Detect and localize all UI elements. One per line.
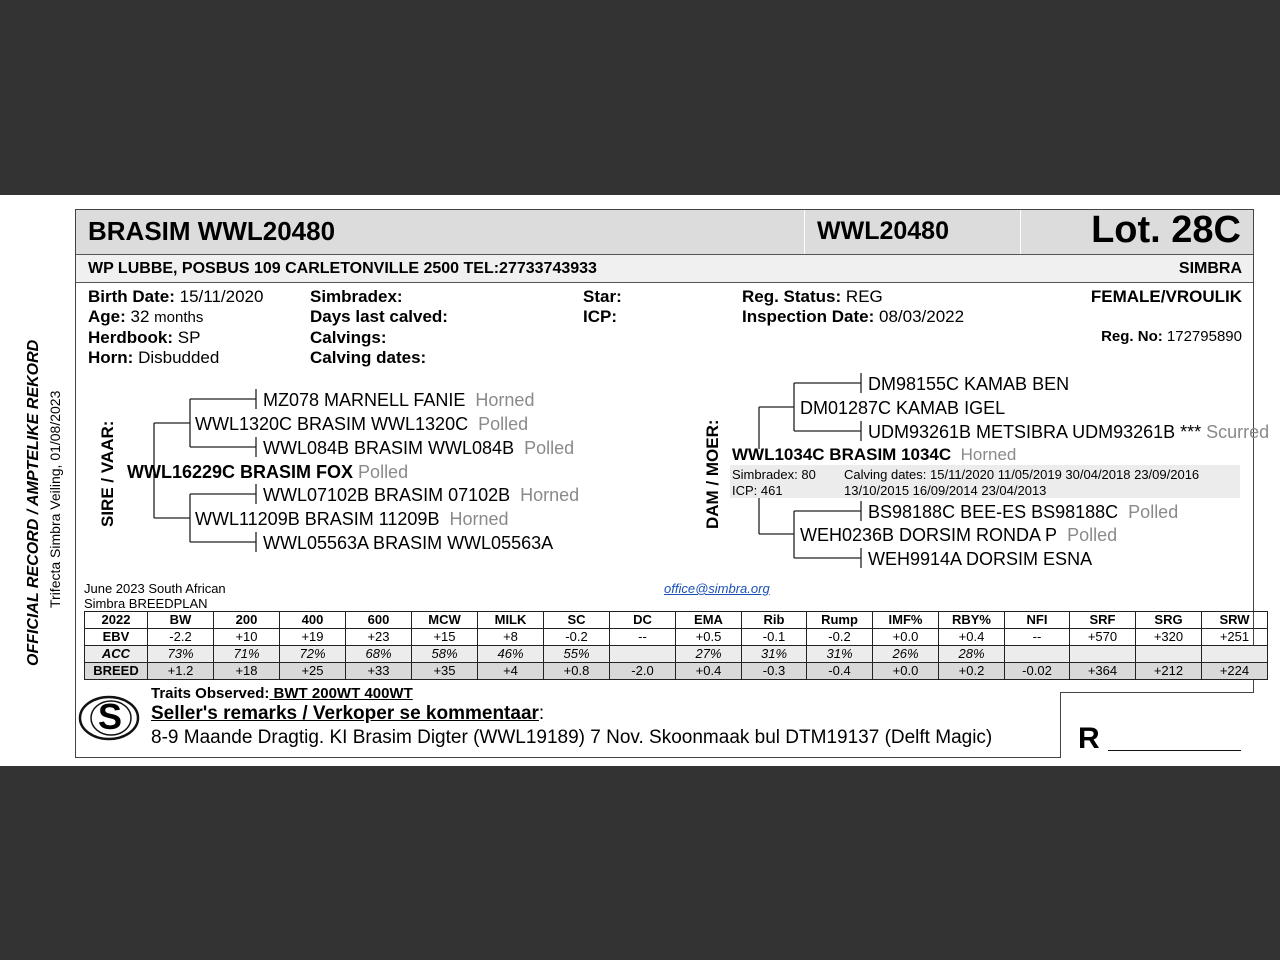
ebv-cell: -2.2 — [148, 629, 214, 646]
sire-sire-horn: Polled — [478, 414, 529, 434]
dam-dam-sire-horn: Polled — [1128, 502, 1179, 522]
sire-sire-name: WWL1320C BRASIM WWL1320C — [195, 414, 469, 434]
ebv-cell: 46% — [478, 646, 544, 663]
ebv-cell: 31% — [807, 646, 873, 663]
sire-sire-sire-name: MZ078 MARNELL FANIE — [263, 390, 466, 410]
ebv-cell: +0.8 — [544, 663, 610, 680]
sire-dam — [195, 509, 509, 530]
ebv-cell — [1005, 646, 1070, 663]
dam-label: DAM / MOER: — [703, 419, 722, 529]
ebv-cell: +25 — [280, 663, 346, 680]
dam-name: WWL1034C BRASIM 1034C — [732, 445, 952, 464]
ebv-cell: -0.3 — [742, 663, 807, 680]
ebv-header-cell: Rib — [742, 612, 807, 629]
dam — [732, 445, 1016, 465]
ebv-table — [84, 611, 1268, 680]
birth-date-value: 15/11/2020 — [179, 287, 264, 306]
ebv-row-label: BREED — [85, 663, 148, 680]
ebv-cell: 71% — [214, 646, 280, 663]
dam-dam — [800, 525, 1117, 546]
days-last-calved-label: Days last calved: — [310, 307, 448, 326]
ebv-header-cell: 400 — [280, 612, 346, 629]
ebv-cell: +0.5 — [676, 629, 742, 646]
ebv-cell: +1.2 — [148, 663, 214, 680]
ebv-row — [85, 646, 1268, 663]
breed-label: SIMBRA — [1178, 260, 1242, 277]
sire-sire-sire — [263, 390, 534, 411]
inspection-label: Inspection Date: — [742, 307, 875, 326]
ebv-cell: +251 — [1202, 629, 1268, 646]
ebv-cell: 68% — [346, 646, 412, 663]
sale-info: Trifecta Simbra Veiling, 01/08/2023 — [47, 390, 63, 608]
ebv-header-cell: Rump — [807, 612, 873, 629]
owner-info: WP LUBBE, POSBUS 109 CARLETONVILLE 2500 TEL:27733743933 — [88, 260, 597, 277]
sire-dam-horn: Horned — [449, 509, 509, 529]
reg-status-label: Reg. Status: — [742, 287, 842, 306]
animal-name: BRASIM WWL20480 — [88, 216, 336, 246]
ebv-header-cell: EMA — [676, 612, 742, 629]
ebv-row — [85, 663, 1268, 680]
dam-dam-horn: Polled — [1067, 525, 1118, 545]
ebv-cell — [610, 646, 676, 663]
ebv-row — [85, 629, 1268, 646]
lot-number: Lot. 28C — [1091, 209, 1241, 251]
sire-dam-sire-horn: Horned — [520, 485, 580, 505]
ebv-cell: -- — [1005, 629, 1070, 646]
sire — [127, 462, 408, 483]
dam-sire-dam-name: UDM93261B METSIBRA UDM93261B *** — [868, 422, 1202, 442]
ebv-cell: -0.4 — [807, 663, 873, 680]
herdbook-label: Herdbook: — [88, 328, 173, 347]
ebv-cell — [1136, 646, 1202, 663]
ebv-row-label: ACC — [85, 646, 148, 663]
sire-sire-sire-horn: Horned — [475, 390, 535, 410]
breedplan-line2: Simbra BREEDPLAN — [84, 596, 208, 611]
traits-label: Traits Observed: — [151, 685, 270, 702]
ebv-cell: +212 — [1136, 663, 1202, 680]
ebv-header-cell: 200 — [214, 612, 280, 629]
ebv-cell: +10 — [214, 629, 280, 646]
ebv-cell: +8 — [478, 629, 544, 646]
ebv-cell: +33 — [346, 663, 412, 680]
ebv-cell: -0.1 — [742, 629, 807, 646]
dam-sire-sire: DM98155C KAMAB BEN — [868, 374, 1070, 394]
animal-id: WWL20480 — [817, 217, 949, 245]
ebv-cell: 31% — [742, 646, 807, 663]
age-label: Age: — [88, 307, 126, 326]
ebv-cell: 72% — [280, 646, 346, 663]
ebv-cell: 26% — [873, 646, 939, 663]
birth-date-label: Birth Date: — [88, 287, 175, 306]
ebv-cell: +4 — [478, 663, 544, 680]
price-line[interactable] — [1108, 750, 1241, 751]
ebv-cell: 58% — [412, 646, 478, 663]
horn-value: Disbudded — [138, 348, 220, 367]
sire-dam-dam: WWL05563A BRASIM WWL05563A — [263, 533, 554, 553]
ebv-header-cell: IMF% — [873, 612, 939, 629]
dam-sire: DM01287C KAMAB IGEL — [800, 398, 1006, 418]
remarks-colon: : — [538, 703, 545, 724]
breedplan-line1: June 2023 South African — [84, 581, 226, 596]
sire-label: SIRE / VAAR: — [98, 420, 117, 527]
ebv-header-cell: 2022 — [85, 612, 148, 629]
traits-value: BWT 200WT 400WT — [269, 685, 413, 702]
ebv-cell: +0.0 — [873, 629, 939, 646]
dam-sire-dam — [868, 422, 1269, 443]
ebv-cell: -0.2 — [807, 629, 873, 646]
calvings-label: Calvings: — [310, 328, 387, 347]
sire-dam-name: WWL11209B BRASIM 11209B — [195, 509, 440, 529]
sire-sire-dam-horn: Polled — [524, 438, 575, 458]
sire-name: WWL16229C BRASIM FOX — [127, 462, 354, 482]
ebv-cell: 28% — [939, 646, 1005, 663]
ebv-header-cell: DC — [610, 612, 676, 629]
ebv-cell: -0.2 — [544, 629, 610, 646]
ebv-cell: +0.4 — [939, 629, 1005, 646]
dam-icp: ICP: 461 — [732, 483, 783, 498]
simbradex-label: Simbradex: — [310, 287, 403, 306]
dam-simbradex: Simbradex: 80 — [732, 467, 816, 482]
ebv-header-cell: SRF — [1070, 612, 1136, 629]
dam-dam-name: WEH0236B DORSIM RONDA P — [800, 525, 1058, 545]
ebv-cell: 27% — [676, 646, 742, 663]
sire-dam-sire — [263, 485, 579, 506]
reg-status-value: REG — [845, 287, 883, 306]
simbra-logo — [78, 692, 140, 749]
dam-calving-dates-2: 13/10/2015 16/09/2014 23/04/2013 — [844, 483, 1047, 498]
ebv-cell: 55% — [544, 646, 610, 663]
ebv-cell — [1070, 646, 1136, 663]
ebv-cell: +15 — [412, 629, 478, 646]
seller-remarks: 8-9 Maande Dragtig. KI Brasim Digter (WWL19189) 7 Nov. Skoonmaak bul DTM19137 (Delft Magic) — [151, 727, 993, 748]
ebv-cell: +570 — [1070, 629, 1136, 646]
ebv-header-cell: NFI — [1005, 612, 1070, 629]
ebv-cell: 73% — [148, 646, 214, 663]
sex-label: FEMALE/VROULIK — [1090, 287, 1242, 306]
logo-letter: S — [98, 696, 123, 737]
ebv-cell: -0.02 — [1005, 663, 1070, 680]
dam-dam-dam: WEH9914A DORSIM ESNA — [868, 549, 1093, 569]
ebv-cell: -- — [610, 629, 676, 646]
age-unit: months — [154, 309, 204, 326]
ebv-cell: +18 — [214, 663, 280, 680]
sire-horn: Polled — [358, 462, 409, 482]
ebv-header-cell: SC — [544, 612, 610, 629]
sire-dam-sire-name: WWL07102B BRASIM 07102B — [263, 485, 511, 505]
dam-sire-dam-horn: Scurred — [1206, 422, 1270, 442]
remarks-label: Seller's remarks / Verkoper se kommentaar — [151, 703, 539, 724]
ebv-header-cell: 600 — [346, 612, 412, 629]
ebv-cell: +224 — [1202, 663, 1268, 680]
ebv-cell: -2.0 — [610, 663, 676, 680]
icp-label: ICP: — [583, 307, 617, 326]
ebv-cell: +0.0 — [873, 663, 939, 680]
horn-label: Horn: — [88, 348, 134, 367]
sire-sire-dam-name: WWL084B BRASIM WWL084B — [263, 438, 515, 458]
ebv-header-cell: BW — [148, 612, 214, 629]
ebv-header-cell: SRG — [1136, 612, 1202, 629]
ebv-cell: +0.4 — [676, 663, 742, 680]
dam-horn: Horned — [960, 445, 1017, 464]
calving-dates-label: Calving dates: — [310, 348, 427, 367]
reg-no-value: 172795890 — [1166, 328, 1242, 345]
dam-calving-dates-1: Calving dates: 15/11/2020 11/05/2019 30/04/2018 23/09/2016 — [844, 467, 1200, 482]
price-label: R — [1078, 722, 1100, 755]
dam-dam-sire — [868, 502, 1178, 523]
age-value: 32 — [130, 307, 150, 326]
ebv-header-cell: RBY% — [939, 612, 1005, 629]
reg-no-label: Reg. No: — [1101, 328, 1163, 345]
ebv-header-cell: MCW — [412, 612, 478, 629]
ebv-row-label: EBV — [85, 629, 148, 646]
sire-sire — [195, 414, 528, 435]
official-record-label: OFFICIAL RECORD / AMPTELIKE REKORD — [25, 339, 42, 666]
traits-observed — [151, 685, 413, 702]
ebv-header-cell: SRW — [1202, 612, 1268, 629]
sire-sire-dam — [263, 438, 574, 459]
ebv-cell — [1202, 646, 1268, 663]
seller-remarks-heading — [151, 703, 544, 725]
dam-dam-sire-name: BS98188C BEE-ES BS98188C — [868, 502, 1119, 522]
ebv-cell: +0.2 — [939, 663, 1005, 680]
inspection-value: 08/03/2022 — [878, 307, 965, 326]
ebv-header-cell: MILK — [478, 612, 544, 629]
email-link[interactable]: office@simbra.org — [664, 581, 770, 596]
star-label: Star: — [583, 287, 622, 306]
ebv-cell: +35 — [412, 663, 478, 680]
ebv-cell: +23 — [346, 629, 412, 646]
herdbook-value: SP — [177, 328, 201, 347]
ebv-cell: +364 — [1070, 663, 1136, 680]
ebv-cell: +320 — [1136, 629, 1202, 646]
ebv-cell: +19 — [280, 629, 346, 646]
